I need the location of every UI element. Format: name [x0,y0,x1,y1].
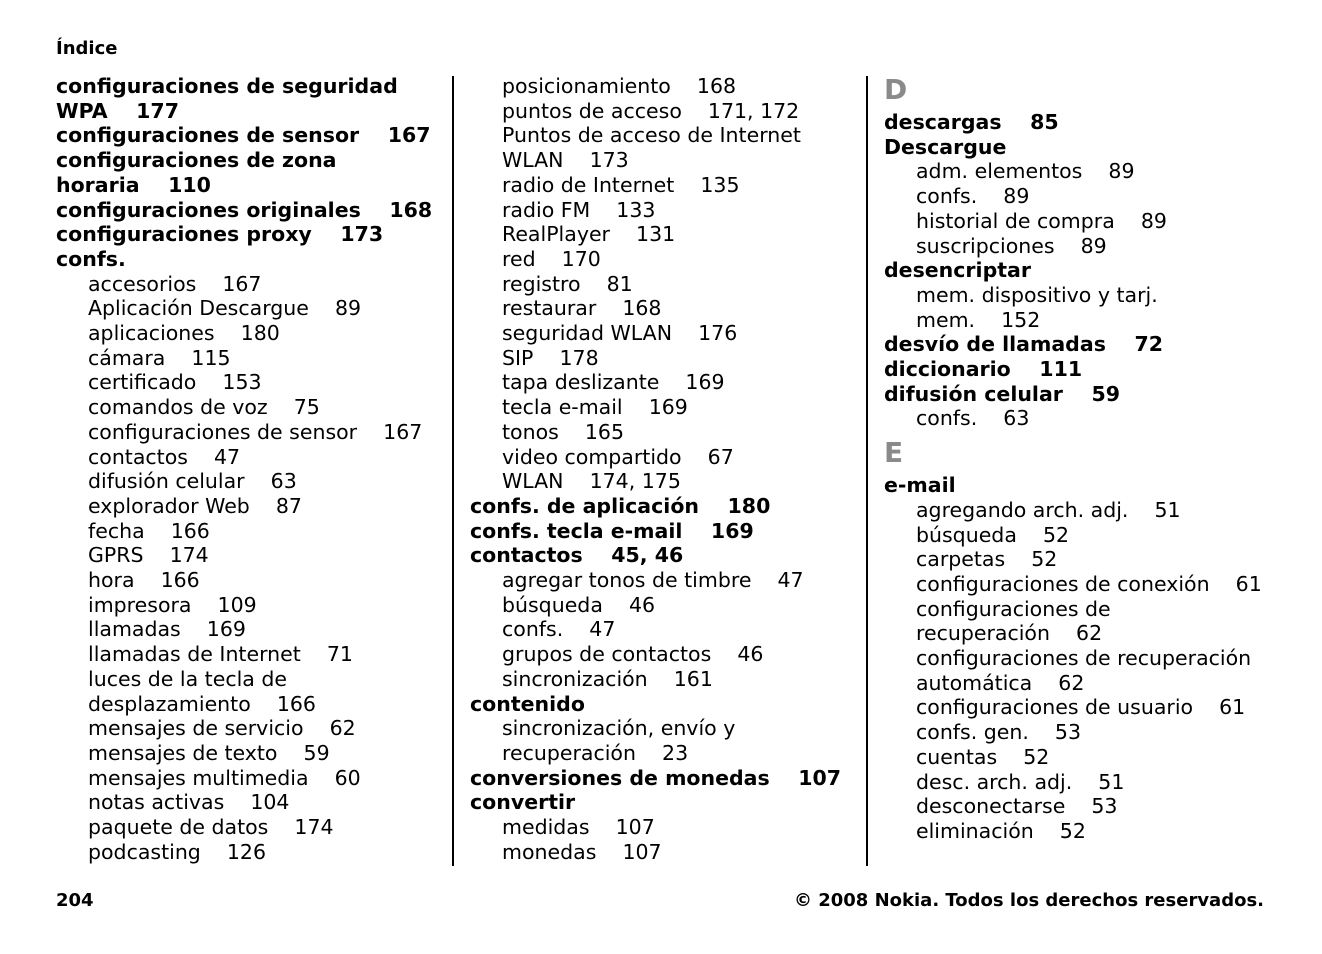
index-subentry: confs. 63 [916,406,1030,431]
index-subentry: cuentas 52 [916,744,1050,769]
page-header: Índice [56,38,118,59]
index-column-3 [884,74,1284,844]
index-subentry: notas activas 104 [88,790,290,815]
index-subentry: desplazamiento 166 [88,691,316,716]
index-subentry: Aplicación Descargue 89 [88,296,362,321]
index-subentry: fecha 166 [88,518,210,543]
index-subentry: mem. 152 [916,307,1041,332]
index-subentry: confs. 89 [916,184,1030,209]
index-subentry: búsqueda 52 [916,522,1070,547]
index-subentry: radio FM 133 [502,197,656,222]
index-subentry: RealPlayer 131 [502,222,676,247]
index-subentry: comandos de voz 75 [88,395,320,420]
index-subentry: radio de Internet 135 [502,172,740,197]
index-entry: configuraciones de sensor 167 [56,123,431,148]
index-subentry: difusión celular 63 [88,469,297,494]
index-subentry: carpetas 52 [916,547,1058,572]
index-entry: desvío de llamadas 72 [884,332,1163,357]
index-subentry: configuraciones de usuario 61 [916,695,1246,720]
index-subentry: confs. 47 [502,617,616,642]
copyright-notice: © 2008 Nokia. Todos los derechos reservados. [793,890,1264,911]
index-subentry: confs. gen. 53 [916,720,1082,745]
index-entry: e-mail [884,473,956,498]
index-entry: Descargue [884,134,1007,159]
index-entry: difusión celular 59 [884,381,1120,406]
index-subentry: suscripciones 89 [916,233,1107,258]
index-subentry: mensajes de servicio 62 [88,716,356,741]
index-subentry: SIP 178 [502,345,599,370]
column-divider [866,76,868,866]
index-subentry: recuperación 62 [916,621,1103,646]
index-subentry: Puntos de acceso de Internet [502,123,801,148]
index-subentry: aplicaciones 180 [88,321,280,346]
index-entry: descargas 85 [884,110,1059,134]
index-entry: configuraciones de zona [56,148,337,173]
index-entry: confs. de aplicación 180 [470,493,771,518]
index-entry: configuraciones proxy 173 [56,222,384,247]
index-subentry: restaurar 168 [502,296,662,321]
index-subentry: desconectarse 53 [916,794,1118,819]
index-entry: WPA 177 [56,98,179,123]
index-entry: confs. [56,246,126,271]
index-subentry: accesorios 167 [88,271,262,296]
index-subentry: contactos 47 [88,444,241,469]
index-subentry: video compartido 67 [502,444,734,469]
index-subentry: agregar tonos de timbre 47 [502,568,804,593]
page-number: 204 [56,890,94,911]
index-entry: contenido [470,691,585,716]
index-subentry: monedas 107 [502,839,662,864]
index-subentry: tecla e-mail 169 [502,395,688,420]
index-subentry: configuraciones de sensor 167 [88,419,423,444]
index-subentry: GPRS 174 [88,543,209,568]
index-subentry: posicionamiento 168 [502,74,737,98]
section-letter: D [884,73,908,106]
index-subentry: configuraciones de recuperación [916,646,1252,671]
index-subentry: desc. arch. adj. 51 [916,769,1125,794]
index-subentry: sincronización 161 [502,666,713,691]
index-subentry: seguridad WLAN 176 [502,321,738,346]
index-subentry: podcasting 126 [88,839,267,864]
index-subentry: hora 166 [88,568,200,593]
index-subentry: automática 62 [916,670,1085,695]
column-divider [452,76,454,866]
index-entry: contactos 45, 46 [470,543,684,568]
index-subentry: recuperación 23 [502,740,689,765]
index-subentry: tonos 165 [502,419,624,444]
index-entry: convertir [470,790,576,815]
index-subentry: puntos de acceso 171, 172 [502,98,800,123]
index-column-2 [470,74,870,865]
index-subentry: configuraciones de conexión 61 [916,571,1262,596]
index-subentry: mensajes de texto 59 [88,740,330,765]
index-subentry: llamadas 169 [88,617,246,642]
index-subentry: red 170 [502,246,601,271]
index-entry: confs. tecla e-mail 169 [470,518,754,543]
index-subentry: WLAN 173 [502,148,629,173]
index-column-1 [56,74,456,865]
index-entry: horaria 110 [56,172,211,197]
index-subentry: impresora 109 [88,592,257,617]
index-entry: diccionario 111 [884,357,1083,382]
index-subentry: explorador Web 87 [88,493,302,518]
index-entry: configuraciones de seguridad [56,74,398,98]
index-subentry: paquete de datos 174 [88,815,334,840]
index-subentry: eliminación 52 [916,818,1086,843]
index-subentry: historial de compra 89 [916,208,1167,233]
index-entry: configuraciones originales 168 [56,197,433,222]
index-subentry: sincronización, envío y [502,716,736,741]
index-subentry: adm. elementos 89 [916,159,1135,184]
index-subentry: registro 81 [502,271,633,296]
index-subentry: mensajes multimedia 60 [88,765,361,790]
index-entry: desencriptar [884,258,1031,283]
section-letter: E [884,436,904,470]
index-subentry: grupos de contactos 46 [502,642,764,667]
index-subentry: medidas 107 [502,815,655,840]
index-subentry: certificado 153 [88,370,262,395]
index-subentry: configuraciones de [916,596,1111,621]
index-subentry: agregando arch. adj. 51 [916,497,1181,522]
index-subentry: WLAN 174, 175 [502,469,681,494]
index-entry: conversiones de monedas 107 [470,765,842,790]
index-subentry: cámara 115 [88,345,231,370]
index-subentry: mem. dispositivo y tarj. [916,282,1158,307]
index-subentry: tapa deslizante 169 [502,370,725,395]
index-subentry: llamadas de Internet 71 [88,642,353,667]
index-subentry: luces de la tecla de [88,666,288,691]
index-subentry: búsqueda 46 [502,592,656,617]
